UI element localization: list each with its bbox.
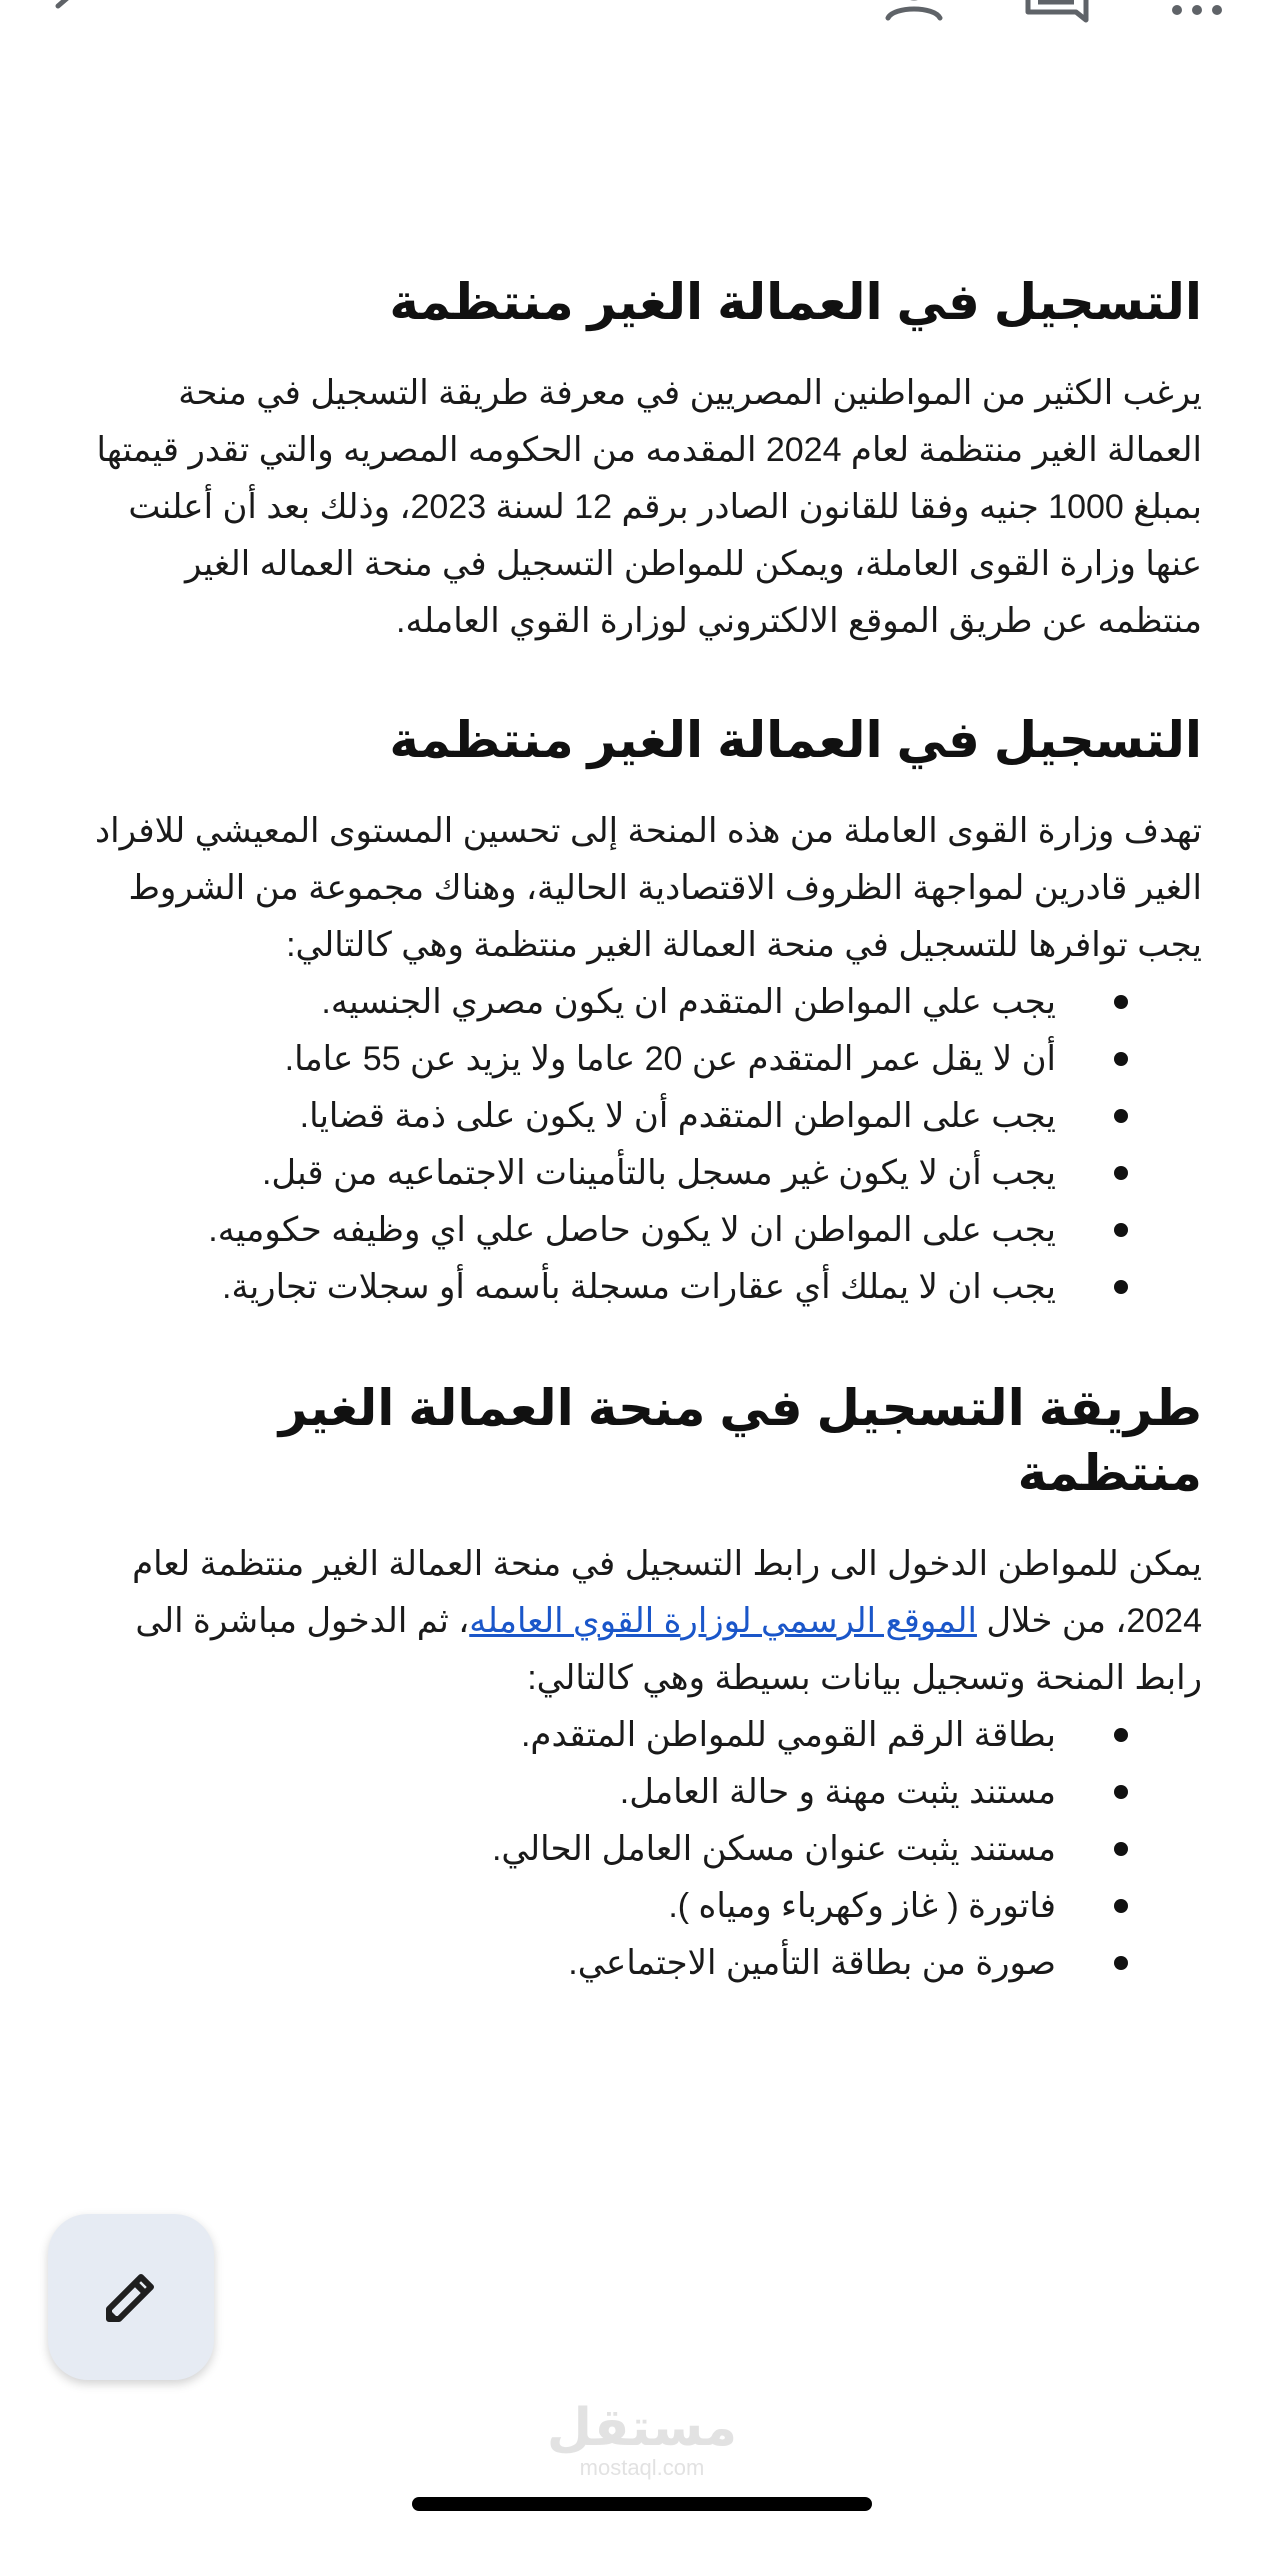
section-heading: التسجيل في العمالة الغير منتظمة: [389, 712, 1202, 768]
list-item-text: مستند يثبت عنوان مسكن العامل الحالي.: [491, 1830, 1056, 1868]
person-add-icon[interactable]: [880, 0, 950, 32]
list-item: [88, 1145, 1202, 1202]
pencil-edit-icon: [95, 2261, 167, 2333]
bullet-icon: [1114, 1223, 1128, 1237]
section-registration-intro: [88, 270, 1202, 650]
conditions-list: [88, 974, 1202, 1316]
list-item: [88, 1935, 1202, 1992]
list-item: [88, 1088, 1202, 1145]
list-item-text: فاتورة ( غاز وكهرباء ومياه ).: [668, 1887, 1056, 1925]
list-item: [88, 1707, 1202, 1764]
documents-list: [88, 1707, 1202, 1992]
paragraph-text: يمكن للمواطن الدخول الى رابط التسجيل في منحة العمالة الغير منتظمة لعام 2024، من خلال: [132, 1545, 1202, 1640]
bullet-icon: [1114, 1280, 1128, 1294]
list-item: [88, 974, 1202, 1031]
bullet-icon: [1114, 1166, 1128, 1180]
section-heading: طريقة التسجيل في منحة العمالة الغير منتظمة: [278, 1380, 1202, 1501]
list-item-text: يجب علي المواطن المتقدم ان يكون مصري الجنسيه.: [321, 983, 1056, 1021]
list-item-text: أن لا يقل عمر المتقدم عن 20 عاما ولا يزيد عن 55 عاما.: [284, 1040, 1056, 1078]
section-paragraph: تهدف وزارة القوى العاملة من هذه المنحة إلى تحسين المستوى المعيشي للافراد الغير قادرين لمواجهة الظروف الاقتصادية الحالية، وهناك مجموعة من الشروط يجب توافرها للتسجيل في منحة العمالة الغير منتظمة وهي كالتالي:: [95, 812, 1202, 964]
section-registration-method: [88, 1376, 1202, 1992]
list-item-text: يجب ان لا يملك أي عقارات مسجلة بأسمه أو سجلات تجارية.: [222, 1268, 1056, 1306]
list-item: [88, 1878, 1202, 1935]
watermark-text: مستقل: [546, 2399, 738, 2457]
list-item-text: يجب على المواطن ان لا يكون حاصل علي اي وظيفه حكوميه.: [208, 1211, 1056, 1249]
list-item-text: صورة من بطاقة التأمين الاجتماعي.: [568, 1944, 1056, 1982]
bullet-icon: [1114, 1728, 1128, 1742]
list-item: [88, 1821, 1202, 1878]
home-indicator[interactable]: [412, 2497, 872, 2511]
edit-button[interactable]: [48, 2214, 214, 2380]
section-paragraph: يرغب الكثير من المواطنين المصريين في معرفة طريقة التسجيل في منحة العمالة الغير منتظمة لعام 2024 المقدمه من الحكومه المصريه والتي تقدر قيمتها بمبلغ 1000 جنيه وفقا للقانون الصادر برقم 12 لسنة 2023، وذلك بعد أن أعلنت عنها وزارة القوى العاملة، ويمكن للمواطن التسجيل في منحة العماله الغير منتظمه عن طريق الموقع الالكتروني لوزارة القوي العامله.: [96, 374, 1202, 640]
section-heading: التسجيل في العمالة الغير منتظمة: [389, 274, 1202, 330]
bullet-icon: [1114, 1109, 1128, 1123]
list-item-text: بطاقة الرقم القومي للمواطن المتقدم.: [520, 1716, 1056, 1754]
bullet-icon: [1114, 1052, 1128, 1066]
ministry-website-link[interactable]: الموقع الرسمي لوزارة القوي العامله: [469, 1602, 977, 1640]
list-item-text: يجب أن لا يكون غير مسجل بالتأمينات الاجتماعيه من قبل.: [261, 1154, 1056, 1192]
list-item-text: يجب على المواطن المتقدم أن لا يكون على ذمة قضايا.: [299, 1097, 1056, 1135]
list-item-text: مستند يثبت مهنة و حالة العامل.: [619, 1773, 1056, 1811]
more-horizontal-icon[interactable]: [1165, 0, 1235, 32]
bullet-icon: [1114, 1785, 1128, 1799]
list-item: [88, 1764, 1202, 1821]
comment-icon[interactable]: [1022, 0, 1092, 32]
chevron-left-icon[interactable]: [44, 0, 88, 32]
list-item: [88, 1031, 1202, 1088]
top-toolbar: [0, 0, 1284, 40]
watermark-logo: [542, 2400, 742, 2480]
section-conditions: [88, 708, 1202, 1316]
bullet-icon: [1114, 1842, 1128, 1856]
document-body: [88, 270, 1202, 2052]
watermark-url: mostaql.com: [579, 2455, 705, 2480]
paragraph-text: ، ثم الدخول مباشرة الى رابط المنحة وتسجيل بيانات بسيطة وهي كالتالي:: [135, 1602, 1202, 1697]
bullet-icon: [1114, 1899, 1128, 1913]
section-paragraph: [88, 1536, 1202, 1707]
bullet-icon: [1114, 995, 1128, 1009]
list-item: [88, 1202, 1202, 1259]
bullet-icon: [1114, 1956, 1128, 1970]
list-item: [88, 1259, 1202, 1316]
